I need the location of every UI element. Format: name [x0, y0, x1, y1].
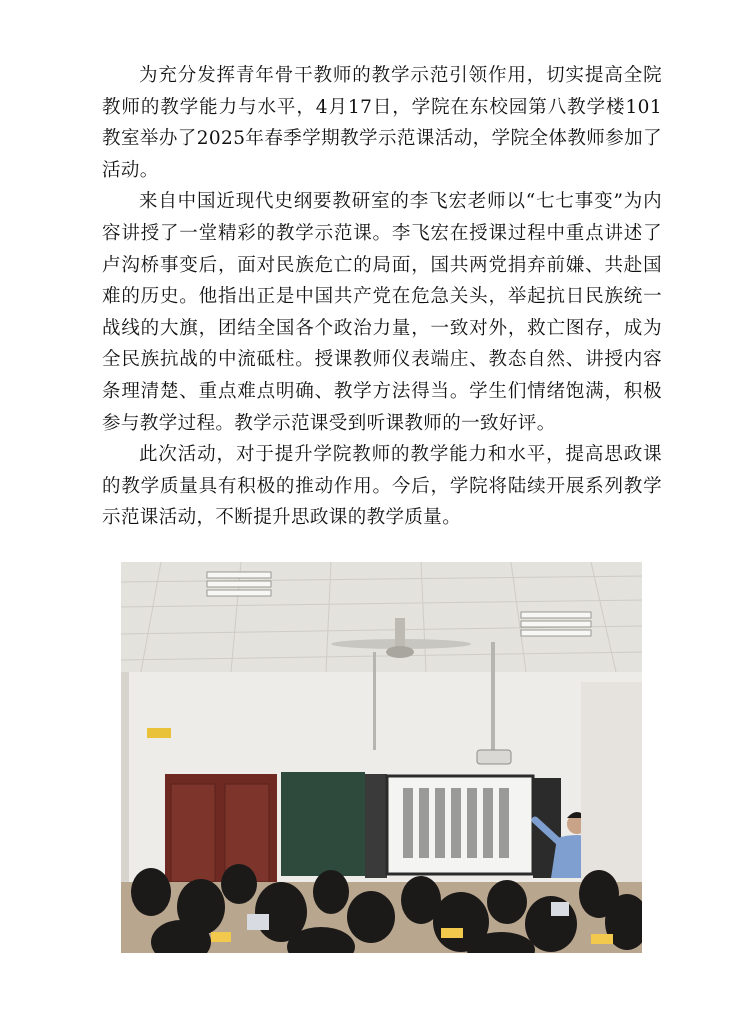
article-body [102, 60, 662, 534]
projector [477, 750, 511, 764]
paragraph-lecture: 来自中国近现代史纲要教研室的李飞宏老师以“七七事变”为内容讲授了一堂精彩的教学示范课。李飞宏在授课过程中重点讲述了卢沟桥事变后，面对民族危亡的局面，国共两党捐弃前嫌、共赴国难的历史。他指出正是中国共产党在危急关头，举起抗日民族统一战线的大旗，团结全国各个政治力量，一致对外，救亡图存，成为全民族抗战的中流砥柱。授课教师仪表端庄、教态自然、讲授内容条理清楚、重点难点明确、教学方法得当。学生们情绪饱满，积极参与教学过程。教学示范课受到听课教师的一致好评。 [102, 191, 662, 434]
ceiling-light-right [521, 612, 591, 636]
paragraph-intro: 为充分发挥青年骨干教师的教学示范引领作用，切实提高全院教师的教学能力与水平，4月17日，学院在东校园第八教学楼101教室举办了2025年春季学期教学示范课活动，学院全体教师参加了活动。 [102, 65, 662, 181]
wall-sign [147, 728, 171, 738]
classroom-photo [121, 562, 642, 953]
ceiling-light-left [207, 572, 271, 596]
paragraph-conclusion: 此次活动，对于提升学院教师的教学能力和水平，提高思政课的教学质量具有积极的推动作用。今后，学院将陆续开展系列教学示范课活动，不断提升思政课的教学质量。 [102, 444, 662, 529]
chalkboard [281, 772, 365, 876]
